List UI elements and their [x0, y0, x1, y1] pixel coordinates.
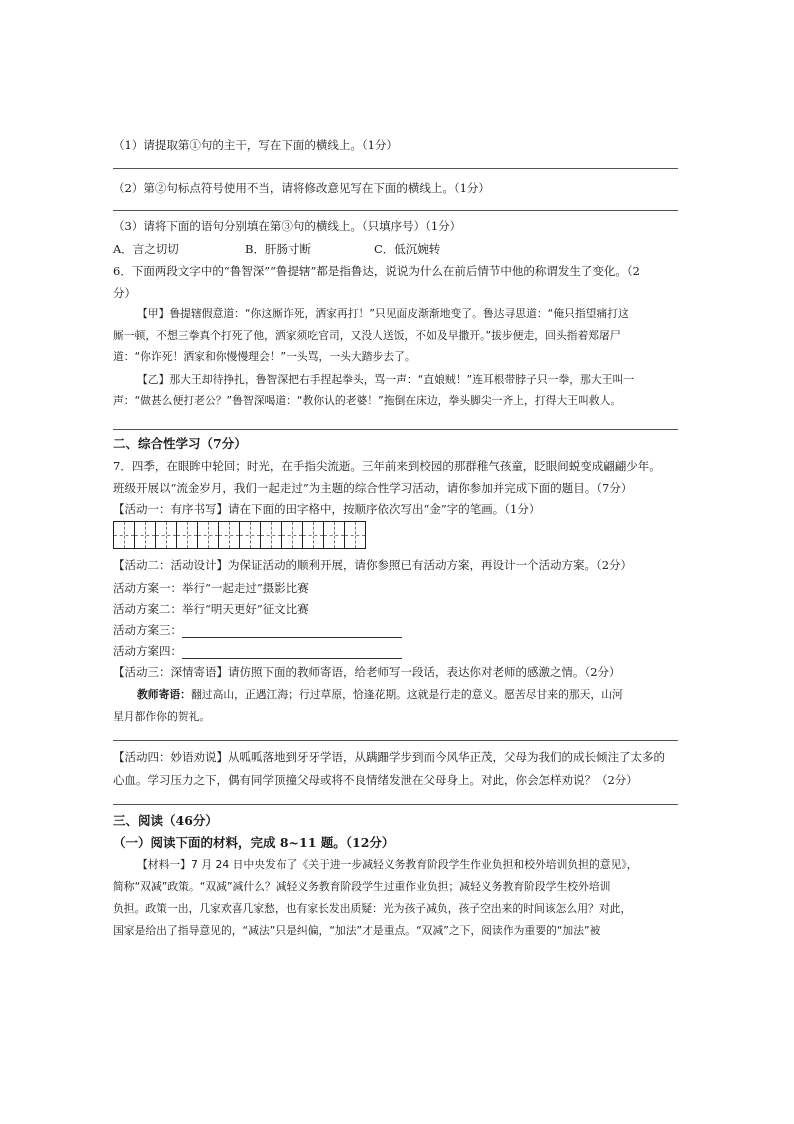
material-1-line: 国家是给出了指导意见的，“减法”只是纠偏，“加法”才是重点。“双减”之下，阅读作为重要的“加法”被 — [113, 924, 601, 937]
activity-3: 【活动三：深情寄语】请仿照下面的教师寄语，给老师写一段话，表达你对老师的感激之情。（2分） — [113, 665, 621, 679]
q5-sub3: （3）请将下面的语句分别填在第③句的横线上。（只填序号）（1分） — [113, 219, 462, 233]
option-a[interactable]: A．言之切切 — [113, 242, 179, 256]
plan-2: 活动方案二：举行“明天更好”征文比赛 — [113, 602, 309, 616]
teacher-message-line — [137, 687, 623, 703]
plan-1: 活动方案一：举行“一起走过”摄影比赛 — [113, 581, 309, 595]
tianzige-cell[interactable] — [260, 521, 282, 549]
teacher-message-line: 星月都作你的贺礼。 — [113, 710, 211, 723]
tianzige-grid — [113, 521, 365, 549]
q5-options — [113, 241, 440, 257]
section-heading: 二、综合性学习（7分） — [113, 436, 247, 451]
activity-4: 心血。学习压力之下，偶有同学顶撞父母或将不良情绪发泄在父母身上。对此，你会怎样劝说？（2分） — [113, 773, 638, 787]
tianzige-cell[interactable] — [344, 521, 366, 549]
tianzige-cell[interactable] — [239, 521, 261, 549]
activity-4: 【活动四：妙语劝说】从呱呱落地到牙牙学语，从蹒跚学步到而今风华正茂，父母为我们的成长倾注了太多的 — [113, 750, 665, 764]
q5-sub1: （1）请提取第①句的主干，写在下面的横线上。（1分） — [113, 138, 398, 152]
material-1-line: 负担。政策一出，几家欢喜几家愁，也有家长发出质疑：光为孩子减负，孩子空出来的时间该怎么用？对此， — [113, 902, 632, 915]
tianzige-cell[interactable] — [197, 521, 219, 549]
answer-line[interactable] — [113, 804, 678, 805]
option-c[interactable]: C．低沉婉转 — [374, 242, 441, 256]
plan-4-row — [113, 643, 402, 659]
teacher-message-text: 翻过高山，正遇江海；行过草原，恰逢花期。这就是行走的意义。愿苦尽甘来的那天，山河 — [190, 688, 623, 701]
sub-section-heading: （一）阅读下面的材料，完成 8~11 题。（12分） — [113, 835, 395, 850]
plan-4-blank[interactable] — [182, 645, 402, 659]
answer-line[interactable] — [113, 168, 678, 169]
q6-stem-line: 6．下面两段文字中的“鲁智深”“鲁提辖”都是指鲁达，说说为什么在前后情节中他的称谓发生了变化。（2 — [113, 264, 640, 278]
q6-stem-line: 分） — [113, 286, 136, 300]
tianzige-cell[interactable] — [281, 521, 303, 549]
plan-3-blank[interactable] — [182, 624, 402, 638]
q6-passage-yi: 【乙】那大王却待挣扎，鲁智深把右手捏起拳头，骂一声：“直娘贼！”连耳根带脖子只一拳，那大王叫一 — [137, 373, 635, 386]
q6-passage-jia: 厮一顿，不想三拳真个打死了他，洒家须吃官司，又没人送饭，不如及早撒开。”拔步便走，回头指着郑屠尸 — [113, 329, 621, 342]
plan-3-label: 活动方案三： — [113, 623, 182, 637]
tianzige-cell[interactable] — [176, 521, 198, 549]
q6-passage-yi: 声：“做甚么便打老公？”鲁智深喝道：“教你认的老婆！”拖倒在床边，拳头脚尖一齐上，打得大王叫救人。 — [113, 394, 622, 407]
q7-stem-line: 班级开展以“流金岁月，我们一起走过”为主题的综合性学习活动，请你参加并完成下面的题目。（7分） — [113, 481, 633, 495]
answer-line[interactable] — [113, 429, 678, 430]
material-1-line: 简称“双减”政策。“双减”减什么？减轻义务教育阶段学生过重作业负担；减轻义务教育阶段学生校外培训 — [113, 880, 611, 893]
plan-4-label: 活动方案四： — [113, 644, 182, 658]
q6-passage-jia: 道：“你诈死！洒家和你慢慢理会！”一头骂，一头大踏步去了。 — [113, 350, 416, 363]
q5-sub2: （2）第②句标点符号使用不当，请将修改意见写在下面的横线上。（1分） — [113, 181, 490, 195]
section-heading: 三、阅读（46分） — [113, 813, 218, 828]
plan-3-row — [113, 622, 402, 638]
tianzige-cell[interactable] — [113, 521, 135, 549]
q6-passage-jia: 【甲】鲁提辖假意道：“你这厮诈死，洒家再打！”只见面皮渐渐地变了。鲁达寻思道：“俺只指望痛打这 — [137, 307, 629, 320]
tianzige-cell[interactable] — [323, 521, 345, 549]
tianzige-cell[interactable] — [134, 521, 156, 549]
tianzige-cell[interactable] — [302, 521, 324, 549]
answer-line[interactable] — [113, 210, 678, 211]
tianzige-cell[interactable] — [218, 521, 240, 549]
teacher-message-label: 教师寄语： — [137, 688, 191, 701]
option-b[interactable]: B．肝肠寸断 — [245, 242, 311, 256]
activity-2: 【活动二：活动设计】为保证活动的顺利开展，请你参照已有活动方案，再设计一个活动方案。（2分） — [113, 558, 633, 572]
tianzige-cell[interactable] — [155, 521, 177, 549]
q7-stem-line: 7．四季，在眼眸中轮回；时光，在手指尖流逝。三年前来到校园的那群稚气孩童，眨眼间蜕变成翩翩少年。 — [113, 459, 661, 473]
answer-line[interactable] — [113, 740, 678, 741]
material-1-line: 【材料一】7 月 24 日中央发布了《关于进一步减轻义务教育阶段学生作业负担和校外培训负担的意见》， — [137, 858, 638, 871]
activity-1: 【活动一：有序书写】请在下面的田字格中，按顺序依次写出“金”字的笔画。（1分） — [113, 502, 541, 516]
